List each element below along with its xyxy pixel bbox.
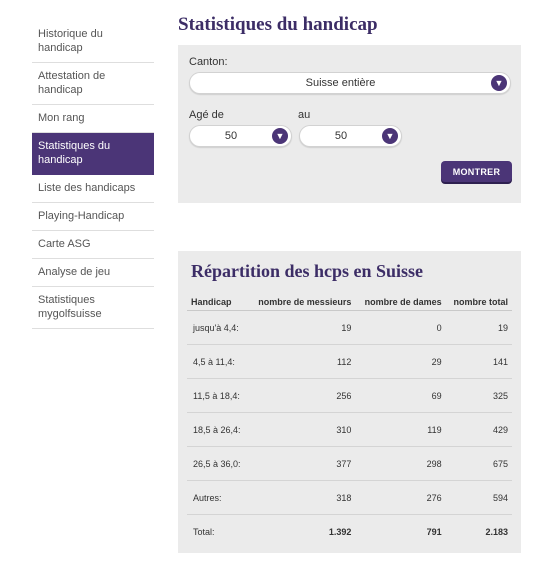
table-cell: 11,5 à 18,4: <box>187 379 248 413</box>
column-header: Handicap <box>187 294 248 311</box>
table-cell: 675 <box>446 447 512 481</box>
table-cell: 310 <box>248 413 355 447</box>
table-cell: 276 <box>355 481 445 515</box>
montrer-button[interactable]: MONTRER <box>441 161 512 182</box>
table-cell: 594 <box>446 481 512 515</box>
age-from-select[interactable] <box>189 125 292 147</box>
table-cell: 325 <box>446 379 512 413</box>
table-cell: 318 <box>248 481 355 515</box>
table-cell: 19 <box>446 311 512 345</box>
filter-panel <box>178 45 521 203</box>
age-from-label: Agé de <box>189 109 224 121</box>
table-cell: 377 <box>248 447 355 481</box>
chevron-down-icon: ▼ <box>382 128 398 144</box>
table-cell: 1.392 <box>328 526 352 537</box>
sidebar-item-carte-asg[interactable]: Carte ASG <box>32 231 154 259</box>
sidebar-item-analyse[interactable]: Analyse de jeu <box>32 259 154 287</box>
table-cell: 119 <box>355 413 445 447</box>
results-panel <box>178 251 521 553</box>
table-row <box>187 447 512 481</box>
sidebar <box>32 21 154 329</box>
table-cell: 2.183 <box>485 526 508 537</box>
table-cell: jusqu'à 4,4: <box>187 311 248 345</box>
table-cell: 256 <box>248 379 355 413</box>
table-row <box>187 481 512 515</box>
sidebar-item-liste[interactable]: Liste des handicaps <box>32 175 154 203</box>
page-title: Statistiques du handicap <box>178 14 378 35</box>
table-cell: 298 <box>355 447 445 481</box>
sidebar-item-mon-rang[interactable]: Mon rang <box>32 105 154 133</box>
table-cell: 19 <box>248 311 355 345</box>
table-cell: Autres: <box>187 481 248 515</box>
table-cell: 18,5 à 26,4: <box>187 413 248 447</box>
column-header: nombre total <box>446 294 512 311</box>
sidebar-item-historique[interactable]: Historique du handicap <box>32 21 154 63</box>
sidebar-item-mygolfsuisse[interactable]: Statistiques mygolfsuisse <box>32 287 154 329</box>
results-title: Répartition des hcps en Suisse <box>191 261 424 281</box>
age-to-value: 50 <box>334 130 348 142</box>
table-cell: Total: <box>193 526 215 537</box>
table-cell: 69 <box>355 379 445 413</box>
table-row <box>187 345 512 379</box>
table-cell: 26,5 à 36,0: <box>187 447 248 481</box>
table-header-row <box>187 294 512 311</box>
age-to-select[interactable] <box>299 125 402 147</box>
sidebar-item-attestation[interactable]: Attestation de handicap <box>32 63 154 105</box>
column-header: nombre de messieurs <box>248 294 355 311</box>
table-cell: 791 <box>426 526 442 537</box>
table-row <box>187 413 512 447</box>
chevron-down-icon: ▼ <box>272 128 288 144</box>
table-total-row <box>187 515 512 549</box>
table-cell: 112 <box>248 345 355 379</box>
handicap-table <box>187 294 512 549</box>
sidebar-item-statistiques[interactable]: Statistiques du handicap <box>32 133 154 175</box>
table-row <box>187 379 512 413</box>
canton-select[interactable] <box>189 72 511 94</box>
canton-select-value: Suisse entière <box>305 77 376 89</box>
canton-label: Canton: <box>189 56 228 68</box>
age-from-value: 50 <box>224 130 238 142</box>
table-cell: 29 <box>355 345 445 379</box>
chevron-down-icon: ▼ <box>491 75 507 91</box>
column-header: nombre de dames <box>355 294 445 311</box>
table-cell: 429 <box>446 413 512 447</box>
sidebar-item-playing-handicap[interactable]: Playing-Handicap <box>32 203 154 231</box>
age-to-label: au <box>298 109 311 121</box>
table-row <box>187 311 512 345</box>
table-cell: 0 <box>355 311 445 345</box>
table-cell: 4,5 à 11,4: <box>187 345 248 379</box>
table-cell: 141 <box>446 345 512 379</box>
